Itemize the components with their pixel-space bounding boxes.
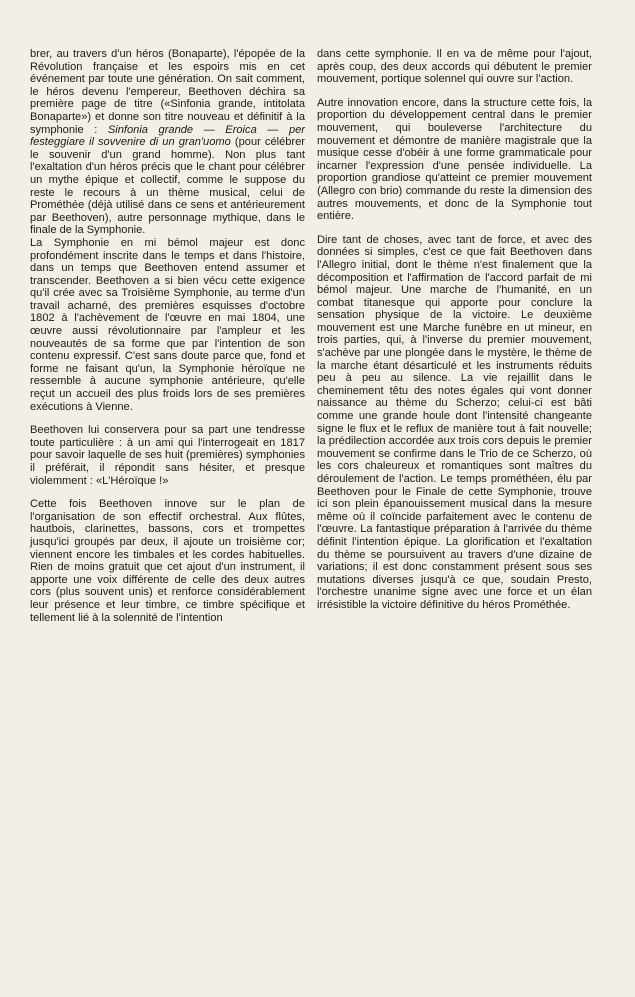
paragraph-structure: Autre innovation encore, dans la structure cette fois, la proportion du développement central dans le premier mouvement, qui bouleverse l'architecture du mouvement et démontre de manière magistrale que la musique cesse d'obéir à une forme grammaticale pour incarner l'expression d'une pensée individuelle. La proportion grandiose qu'atteint ce premier mouvement (Allegro con brio) commande du reste la dimension des autres mouvements, et donc de la Symphonie tout entière. bbox=[317, 96, 592, 223]
paragraph-movements: Dire tant de choses, avec tant de force, et avec des données si simples, c'est ce que fait Beethoven dans l'Allegro initial, dont le thème n'est finalement que la décomposition et l'affirmation de l'accord parfait de mi bémol majeur. Une marche de l'humanité, en un combat titanesque qui apporte pour conclure la sensation physique de la victoire. Le deuxième mouvement est une Marche funèbre en ut mineur, en trois parties, qui, à l'inverse du premier mouvement, s'achève par une plongée dans le mystère, le thème de la marche étant désarticulé et les instruments réduits peu à peu au silence. La vie rejaillit dans le cheminement têtu des notes égales qui vont donner naissance au thème du Scherzo; celui-ci est bâti comme une grande houle dont l'intensité changeante signe le flux et le reflux de manière tout à fait nouvelle; la prédilection accordée aux trois cors depuis le premier mouvement se confirme dans le Trio de ce Scherzo, où les cors chaleureux et romantiques sont maîtres du déroulement de l'action. Le temps prométhéen, élu par Beethoven pour le Finale de cette Symphonie, trouve ici son plein épanouissement musical dans la mesure même où il coïncide parfaitement avec le contenu de l'œuvre. La fantastique préparation à l'arrivée du thème définit l'intention épique. La glorification et l'exaltation du thème se poursuivent au travers d'une dizaine de variations; il est donc constamment présent sous ses mutations diverses jusqu'à ce que, soudain Presto, l'orchestre unanime signe avec une force et un élan irrésistible la victoire définitive du héros Prométhée. bbox=[317, 233, 592, 611]
paragraph-text: brer, au travers d'un héros (Bonaparte), l'épopée de la Révolution française et les espoirs mis en cet événement par toute une génération. On sait comment, le héros devenu l'empereur, Beethoven déchira sa première page de titre («Sinfonia grande, intitolata Bonaparte») et donne son titre nouveau et définitif à la symphonie : bbox=[30, 48, 305, 136]
italic-title: Sinfonia grande — Eroica — per festeggiare il sovvenire di un gran'uomo bbox=[30, 123, 305, 149]
paragraph-tenderness: Beethoven lui conservera pour sa part une tendresse toute particulière : à un ami qui l'interrogeait en 1817 pour savoir laquelle de ses huit (premières) symphonies il préférait, il répondit sans hésiter, et presque violemment : «L'Héroïque !» bbox=[30, 424, 306, 487]
right-text-column bbox=[317, 48, 592, 612]
paragraph-orchestration: Cette fois Beethoven innove sur le plan de l'organisation de son effectif orchestral. Aux flûtes, hautbois, clarinettes, bassons, cors et trompettes jusqu'ici groupés par deux, il ajoute un troisième cor; viennent encore les timbales et les cordes habituelles. Rien de moins gratuit que cet ajout d'un instrument, il apporte une voix différente de celle des deux autres cors (plus souvent unis) et renforce considérablement leur présence et leur timbre, ce timbre spécifique et tellement lié à la solennité de l'intention bbox=[30, 498, 305, 624]
paragraph-symphony-history: La Symphonie en mi bémol majeur est donc profondément inscrite dans le temps et dans l'histoire, dans un temps que Beethoven entend assumer et transcender. Beethoven a si bien vécu cette exigence qu'il crée avec sa Troisième Symphonie, au terme d'un travail acharné, des premières esquisses d'octobre 1802 à l'achèvement de l'œuvre en mai 1804, une œuvre aussi révolutionnaire par l'ampleur et les nouveautés de sa forme que par l'intention de son contenu expressif. C'est sans doute parce que, fond et forme ne faisant qu'un, la Symphonie héroïque ne ressemble à aucune symphonie antérieure, qu'elle reçut un accueil des plus froids lors de ses premières exécutions à Vienne. bbox=[30, 236, 305, 413]
paragraph-eroica-title bbox=[30, 48, 305, 237]
left-text-column bbox=[30, 48, 305, 624]
paragraph-opening-chords: dans cette symphonie. Il en va de même pour l'ajout, après coup, des deux accords qui débutent le premier mouvement, portique solennel qui ouvre sur l'action. bbox=[317, 48, 592, 86]
paragraph-text: (pour célébrer le souvenir d'un grand homme). Non plus tant l'exaltation d'un héros précis que le chant pour célébrer un mythe épique et collectif, comme le suppose du reste le recours à un thème musical, celui de Prométhée (déjà utilisé dans ce sens et antérieurement par Beethoven), autre personnage mythique, dans le finale de la Symphonie. bbox=[30, 136, 305, 237]
